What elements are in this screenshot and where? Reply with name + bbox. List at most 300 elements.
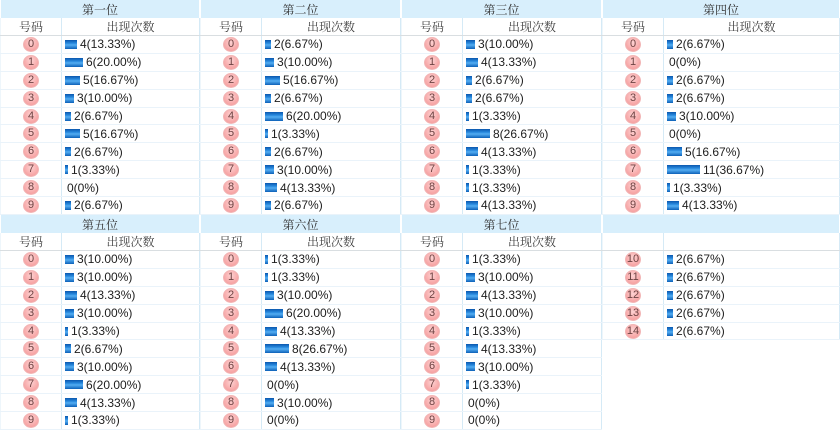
- count-bar: [667, 183, 670, 192]
- count-label: 1(3.33%): [71, 413, 120, 428]
- count-bar: [265, 129, 268, 138]
- number-badge: 9: [223, 413, 239, 428]
- column-header-count: [664, 233, 840, 250]
- number-badge: 5: [23, 341, 39, 356]
- number-cell: [200, 251, 262, 268]
- table-row: [200, 161, 401, 179]
- count-label: 8(26.67%): [493, 126, 549, 141]
- table-row: [401, 143, 602, 161]
- count-bar: [65, 309, 74, 318]
- number-cell: [0, 376, 62, 393]
- header-row: [602, 18, 840, 36]
- count-label: 2(6.67%): [676, 252, 725, 267]
- count-bar: [65, 344, 71, 353]
- count-cell: [664, 125, 840, 142]
- count-label: 1(3.33%): [472, 377, 521, 392]
- count-cell: [262, 287, 401, 304]
- number-badge: 3: [424, 306, 440, 321]
- number-badge: 4: [23, 109, 39, 124]
- number-cell: [200, 143, 262, 160]
- number-badge: 4: [223, 109, 239, 124]
- number-badge: 1: [424, 55, 440, 70]
- count-cell: [463, 54, 602, 71]
- count-bar: [265, 291, 274, 300]
- count-label: 0(0%): [669, 55, 702, 70]
- number-cell: [0, 197, 62, 214]
- count-label: 4(13.33%): [481, 55, 537, 70]
- count-label: 1(3.33%): [271, 270, 320, 285]
- number-badge: 0: [23, 252, 39, 267]
- table-row: [401, 394, 602, 412]
- number-badge: 7: [424, 162, 440, 177]
- number-cell: [200, 376, 262, 393]
- count-cell: [262, 305, 401, 322]
- number-badge: 3: [223, 91, 239, 106]
- count-bar: [65, 165, 68, 174]
- count-cell: [664, 287, 840, 304]
- number-badge: 9: [424, 413, 440, 428]
- table-row: [0, 412, 200, 430]
- count-bar: [65, 327, 68, 336]
- table-row: [602, 323, 840, 341]
- count-bar: [265, 147, 271, 156]
- count-cell: [463, 269, 602, 286]
- number-cell: [200, 287, 262, 304]
- table-row: [602, 251, 840, 269]
- number-cell: [0, 143, 62, 160]
- table-row: [602, 305, 840, 323]
- number-cell: [200, 90, 262, 107]
- number-badge: 5: [23, 126, 39, 141]
- count-cell: [463, 90, 602, 107]
- number-cell: [602, 251, 664, 268]
- count-label: 3(10.00%): [77, 91, 133, 106]
- count-label: 4(13.33%): [280, 359, 336, 374]
- number-cell: [401, 143, 463, 160]
- count-bar: [466, 76, 472, 85]
- count-label: 0(0%): [267, 413, 300, 428]
- number-badge: 0: [223, 37, 239, 52]
- table-row: [602, 287, 840, 305]
- number-cell: [200, 197, 262, 214]
- number-cell: [401, 251, 463, 268]
- number-badge: 2: [625, 73, 641, 88]
- section-title: 第四位: [603, 0, 839, 18]
- position-section-7: [401, 215, 602, 439]
- number-cell: [602, 197, 664, 214]
- count-cell: [262, 36, 401, 53]
- position-section-3: [401, 0, 602, 215]
- count-label: 0(0%): [468, 413, 501, 428]
- table-row: [401, 36, 602, 54]
- count-cell: [463, 287, 602, 304]
- number-cell: [0, 287, 62, 304]
- number-badge: 5: [424, 126, 440, 141]
- count-label: 1(3.33%): [271, 252, 320, 267]
- count-cell: [664, 269, 840, 286]
- count-cell: [463, 412, 602, 429]
- section-title: 第七位: [402, 215, 601, 233]
- table-row: [200, 179, 401, 197]
- table-row: [200, 358, 401, 376]
- count-label: 0(0%): [267, 377, 300, 392]
- number-cell: [0, 108, 62, 125]
- number-badge: 9: [223, 198, 239, 213]
- count-bar: [265, 165, 274, 174]
- table-row: [401, 376, 602, 394]
- count-bar: [667, 309, 673, 318]
- position-section-8: [602, 215, 840, 439]
- count-label: 3(10.00%): [77, 306, 133, 321]
- number-badge: 13: [626, 306, 640, 319]
- number-cell: [602, 287, 664, 304]
- table-row: [401, 412, 602, 430]
- position-section-6: [200, 215, 401, 439]
- table-row: [200, 376, 401, 394]
- number-cell: [401, 287, 463, 304]
- count-cell: [262, 251, 401, 268]
- table-row: [0, 340, 200, 358]
- number-badge: 1: [223, 270, 239, 285]
- header-row: [401, 18, 602, 36]
- number-cell: [200, 358, 262, 375]
- number-cell: [200, 72, 262, 89]
- table-row: [0, 54, 200, 72]
- count-cell: [62, 143, 200, 160]
- count-cell: [664, 143, 840, 160]
- table-row: [200, 305, 401, 323]
- number-badge: 2: [23, 73, 39, 88]
- count-cell: [664, 90, 840, 107]
- number-cell: [602, 323, 664, 340]
- table-row: [401, 305, 602, 323]
- count-cell: [62, 125, 200, 142]
- table-row: [200, 251, 401, 269]
- count-cell: [62, 394, 200, 411]
- column-header-count: 出现次数: [664, 18, 840, 35]
- count-bar: [65, 273, 74, 282]
- number-badge: 7: [223, 377, 239, 392]
- number-cell: [401, 54, 463, 71]
- count-bar: [65, 291, 77, 300]
- number-badge: 7: [424, 377, 440, 392]
- table-row: [0, 251, 200, 269]
- number-badge: 6: [424, 144, 440, 159]
- number-badge: 5: [424, 341, 440, 356]
- table-row: [200, 412, 401, 430]
- count-label: 3(10.00%): [478, 359, 534, 374]
- number-badge: 6: [23, 359, 39, 374]
- number-badge: 10: [626, 252, 640, 265]
- count-bar: [466, 129, 490, 138]
- count-cell: [62, 108, 200, 125]
- number-badge: 2: [424, 288, 440, 303]
- number-cell: [0, 340, 62, 357]
- table-row: [602, 125, 840, 143]
- count-bar: [466, 344, 478, 353]
- number-badge: 9: [23, 198, 39, 213]
- table-row: [0, 72, 200, 90]
- count-bar: [667, 112, 676, 121]
- number-badge: 3: [424, 91, 440, 106]
- count-bar: [65, 362, 74, 371]
- count-label: 1(3.33%): [472, 180, 521, 195]
- count-cell: [463, 72, 602, 89]
- table-row: [0, 323, 200, 341]
- count-label: 4(13.33%): [481, 198, 537, 213]
- table-row: [401, 358, 602, 376]
- number-cell: [200, 108, 262, 125]
- count-label: 2(6.67%): [676, 324, 725, 338]
- count-bar: [667, 327, 673, 336]
- count-label: 2(6.67%): [676, 37, 725, 52]
- column-header-count: 出现次数: [62, 18, 200, 35]
- count-label: 4(13.33%): [80, 37, 136, 52]
- table-row: [401, 323, 602, 341]
- number-cell: [200, 161, 262, 178]
- count-bar: [466, 147, 478, 156]
- number-cell: [401, 90, 463, 107]
- count-cell: [62, 197, 200, 214]
- number-cell: [0, 358, 62, 375]
- count-label: 1(3.33%): [472, 324, 521, 338]
- count-cell: [463, 323, 602, 340]
- count-cell: [463, 161, 602, 178]
- number-badge: 4: [625, 109, 641, 124]
- table-row: [401, 251, 602, 269]
- column-header-count: 出现次数: [463, 18, 602, 35]
- number-cell: [0, 125, 62, 142]
- count-cell: [463, 251, 602, 268]
- count-cell: [262, 269, 401, 286]
- count-bar: [265, 40, 271, 49]
- count-bar: [667, 201, 679, 210]
- count-cell: [62, 179, 200, 196]
- count-cell: [62, 251, 200, 268]
- count-cell: [62, 305, 200, 322]
- number-cell: [602, 305, 664, 322]
- table-row: [602, 179, 840, 197]
- count-cell: [262, 394, 401, 411]
- table-row: [200, 90, 401, 108]
- number-badge: 0: [23, 37, 39, 52]
- number-badge: 1: [23, 270, 39, 285]
- number-cell: [602, 36, 664, 53]
- number-badge: 6: [223, 359, 239, 374]
- count-label: 3(10.00%): [679, 109, 735, 123]
- table-row: [401, 179, 602, 197]
- number-badge: 9: [23, 413, 39, 428]
- number-badge: 0: [424, 37, 440, 52]
- count-label: 0(0%): [669, 126, 702, 141]
- count-bar: [265, 309, 283, 318]
- number-cell: [0, 36, 62, 53]
- table-row: [0, 394, 200, 412]
- header-row: [401, 233, 602, 251]
- column-header-number: 号码: [0, 18, 62, 35]
- column-header-number: 号码: [602, 18, 664, 35]
- count-label: 3(10.00%): [277, 55, 333, 70]
- count-label: 1(3.33%): [271, 126, 320, 141]
- section-title: 第二位: [201, 0, 400, 18]
- count-bar: [265, 255, 268, 264]
- table-row: [401, 90, 602, 108]
- count-bar: [466, 291, 478, 300]
- number-cell: [401, 125, 463, 142]
- count-cell: [62, 358, 200, 375]
- table-row: [200, 54, 401, 72]
- header-row: [602, 233, 840, 251]
- number-cell: [602, 54, 664, 71]
- count-cell: [463, 143, 602, 160]
- count-label: 8(26.67%): [292, 341, 348, 356]
- number-cell: [401, 72, 463, 89]
- table-row: [401, 54, 602, 72]
- count-label: 6(20.00%): [286, 109, 342, 123]
- table-row: [200, 197, 401, 215]
- number-cell: [401, 108, 463, 125]
- number-badge: 8: [625, 180, 641, 195]
- number-badge: 1: [625, 55, 641, 70]
- count-bar: [65, 40, 77, 49]
- count-label: 4(13.33%): [481, 341, 537, 356]
- count-label: 3(10.00%): [277, 288, 333, 303]
- column-header-count: 出现次数: [262, 18, 401, 35]
- number-badge: 7: [23, 377, 39, 392]
- count-label: 2(6.67%): [676, 270, 725, 285]
- number-badge: 5: [223, 341, 239, 356]
- count-label: 2(6.67%): [475, 73, 524, 88]
- number-cell: [602, 72, 664, 89]
- count-bar: [265, 327, 277, 336]
- count-label: 2(6.67%): [274, 91, 323, 106]
- table-row: [401, 72, 602, 90]
- number-badge: 4: [23, 324, 39, 339]
- count-bar: [667, 147, 682, 156]
- table-row: [602, 269, 840, 287]
- count-bar: [466, 380, 469, 389]
- count-label: 5(16.67%): [283, 73, 339, 88]
- count-cell: [262, 90, 401, 107]
- number-badge: 6: [625, 144, 641, 159]
- count-bar: [265, 58, 274, 67]
- number-cell: [200, 323, 262, 340]
- count-bar: [65, 129, 80, 138]
- number-badge: 7: [23, 162, 39, 177]
- table-row: [0, 36, 200, 54]
- number-badge: 3: [223, 306, 239, 321]
- number-cell: [401, 269, 463, 286]
- table-row: [401, 197, 602, 215]
- count-bar: [65, 94, 74, 103]
- table-row: [602, 54, 840, 72]
- number-cell: [200, 305, 262, 322]
- count-label: 2(6.67%): [74, 109, 123, 123]
- table-row: [0, 376, 200, 394]
- count-label: 1(3.33%): [472, 109, 521, 123]
- number-badge: 6: [23, 144, 39, 159]
- count-bar: [466, 309, 475, 318]
- table-row: [200, 269, 401, 287]
- count-label: 5(16.67%): [83, 73, 139, 88]
- count-label: 2(6.67%): [676, 306, 725, 321]
- number-badge: 0: [424, 252, 440, 267]
- count-bar: [466, 165, 469, 174]
- number-cell: [401, 323, 463, 340]
- count-bar: [265, 94, 271, 103]
- number-badge: 8: [223, 395, 239, 410]
- table-row: [0, 161, 200, 179]
- count-bar: [466, 255, 469, 264]
- table-row: [0, 143, 200, 161]
- number-badge: 4: [424, 109, 440, 124]
- section-title: 第一位: [1, 0, 199, 18]
- number-cell: [0, 161, 62, 178]
- count-label: 3(10.00%): [277, 162, 333, 177]
- table-row: [401, 287, 602, 305]
- count-cell: [62, 72, 200, 89]
- number-badge: 4: [424, 324, 440, 339]
- column-header-number: 号码: [0, 233, 62, 250]
- count-label: 2(6.67%): [74, 144, 123, 159]
- count-bar: [667, 255, 673, 264]
- count-label: 6(20.00%): [86, 377, 142, 392]
- count-cell: [262, 358, 401, 375]
- table-row: [401, 340, 602, 358]
- number-cell: [602, 108, 664, 125]
- count-bar: [65, 147, 71, 156]
- count-bar: [667, 273, 673, 282]
- header-row: [0, 18, 200, 36]
- count-cell: [463, 36, 602, 53]
- number-cell: [401, 376, 463, 393]
- number-cell: [200, 54, 262, 71]
- count-label: 3(10.00%): [478, 306, 534, 321]
- number-badge: 5: [625, 126, 641, 141]
- table-row: [0, 305, 200, 323]
- count-cell: [62, 54, 200, 71]
- count-cell: [262, 108, 401, 125]
- number-cell: [602, 161, 664, 178]
- column-header-count: 出现次数: [463, 233, 602, 250]
- table-row: [200, 287, 401, 305]
- table-row: [401, 161, 602, 179]
- count-label: 2(6.67%): [676, 73, 725, 88]
- number-cell: [0, 251, 62, 268]
- count-label: 3(10.00%): [77, 359, 133, 374]
- count-cell: [62, 376, 200, 393]
- count-cell: [463, 125, 602, 142]
- count-cell: [664, 251, 840, 268]
- number-badge: 7: [223, 162, 239, 177]
- count-label: 5(16.67%): [685, 144, 741, 159]
- number-badge: 1: [424, 270, 440, 285]
- number-cell: [602, 269, 664, 286]
- count-cell: [262, 143, 401, 160]
- table-row: [200, 72, 401, 90]
- count-cell: [62, 340, 200, 357]
- count-label: 3(10.00%): [77, 270, 133, 285]
- count-bar: [667, 291, 673, 300]
- number-badge: 9: [625, 198, 641, 213]
- count-cell: [62, 90, 200, 107]
- number-cell: [602, 125, 664, 142]
- count-cell: [262, 323, 401, 340]
- count-cell: [664, 108, 840, 125]
- column-header-number: 号码: [200, 18, 262, 35]
- table-row: [200, 323, 401, 341]
- count-label: 3(10.00%): [478, 270, 534, 285]
